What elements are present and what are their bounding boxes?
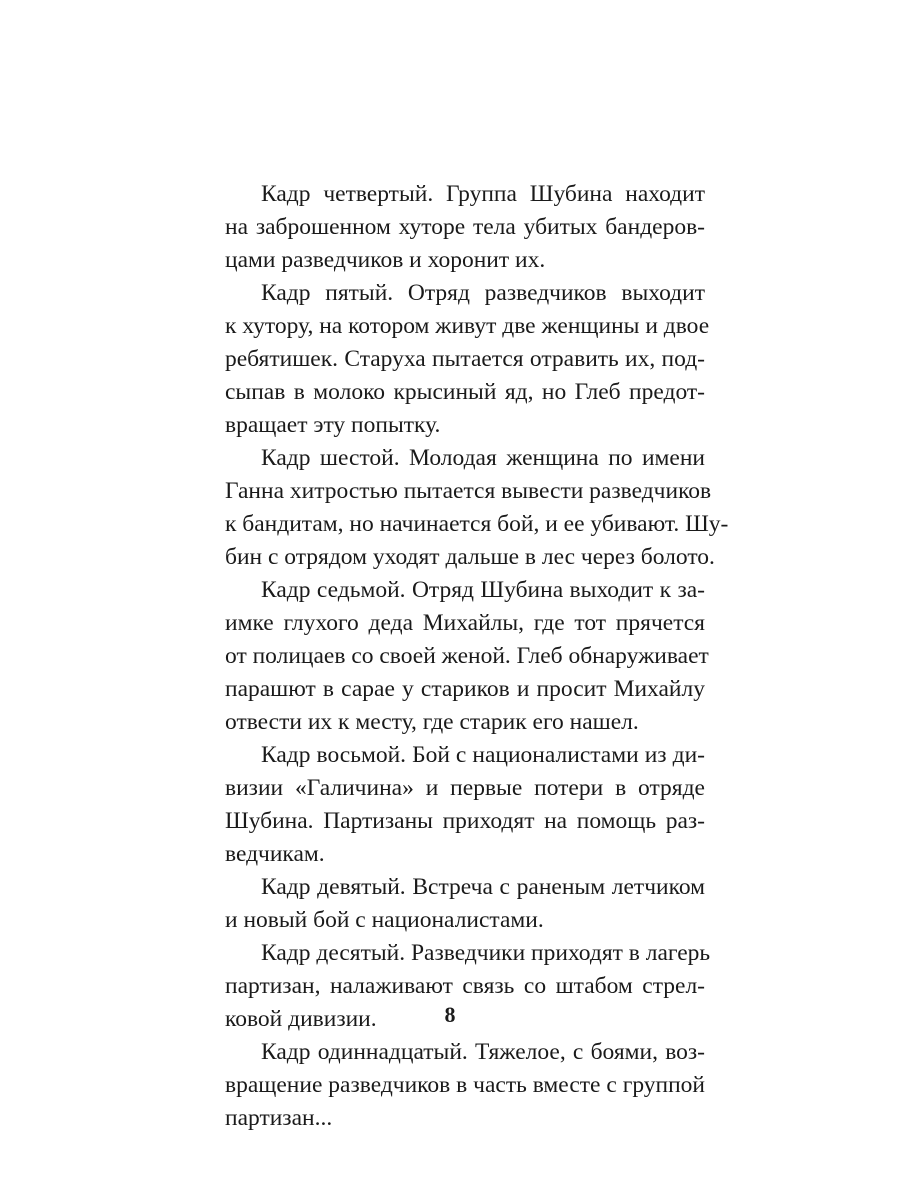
paragraph-frame-4 — [225, 178, 705, 277]
paragraph-frame-7 — [225, 574, 709, 739]
text-line: сыпав в молоко крысиный яд, но Глеб предот- — [225, 379, 705, 405]
paragraph-frame-5 — [225, 277, 710, 442]
text-line: Кадр восьмой. Бой с националистами из ди- — [261, 742, 705, 768]
text-line: Кадр девятый. Встреча с раненым летчиком — [261, 874, 705, 900]
text-line: к хутору, на котором живут две женщины и двое — [225, 313, 710, 339]
page-number: 8 — [444, 1002, 456, 1027]
text-line: Кадр одиннадцатый. Тяжелое, с боями, воз- — [261, 1039, 705, 1065]
paragraph-frame-11 — [225, 1036, 705, 1135]
text-line: вращает эту попытку. — [225, 412, 441, 438]
text-line: и новый бой с националистами. — [225, 907, 544, 933]
text-line: Кадр шестой. Молодая женщина по имени — [261, 445, 705, 471]
paragraph-frame-8 — [225, 739, 705, 871]
paragraph-frame-6 — [225, 442, 729, 574]
text-line: Кадр четвертый. Группа Шубина находит — [261, 181, 705, 207]
text-line: ребятишек. Старуха пытается отравить их, под- — [225, 346, 705, 372]
text-line: Ганна хитростью пытается вывести разведчиков — [225, 478, 712, 504]
text-line: Кадр седьмой. Отряд Шубина выходит к за- — [261, 577, 705, 603]
text-line: вращение разведчиков в часть вместе с группой — [225, 1072, 705, 1098]
text-line: от полицаев со своей женой. Глеб обнаруживает — [225, 643, 709, 669]
text-line: цами разведчиков и хоронит их. — [225, 247, 546, 273]
text-line: Кадр десятый. Разведчики приходят в лагерь — [261, 940, 711, 966]
text-line: визии «Галичина» и первые потери в отряде — [225, 775, 705, 801]
text-line: ведчикам. — [225, 841, 325, 867]
text-line: партизан, налаживают связь со штабом стрел- — [225, 973, 705, 999]
paragraph-frame-9 — [225, 871, 705, 937]
text-line: парашют в сарае у стариков и просит Михайлу — [225, 676, 705, 702]
text-line: ковой дивизии. — [225, 1006, 377, 1032]
text-line: на заброшенном хуторе тела убитых бандеров- — [225, 214, 705, 240]
text-line: отвести их к месту, где старик его нашел. — [225, 709, 639, 735]
text-line: к бандитам, но начинается бой, и ее убивают. Шу- — [225, 511, 729, 537]
text-line: Шубина. Партизаны приходят на помощь раз- — [225, 808, 705, 834]
text-line: бин с отрядом уходят дальше в лес через болото. — [225, 544, 715, 570]
text-line: партизан... — [225, 1105, 333, 1131]
text-line: имке глухого деда Михайлы, где тот прячется — [225, 610, 705, 636]
body-text — [225, 178, 729, 1135]
text-line: Кадр пятый. Отряд разведчиков выходит — [261, 280, 705, 306]
